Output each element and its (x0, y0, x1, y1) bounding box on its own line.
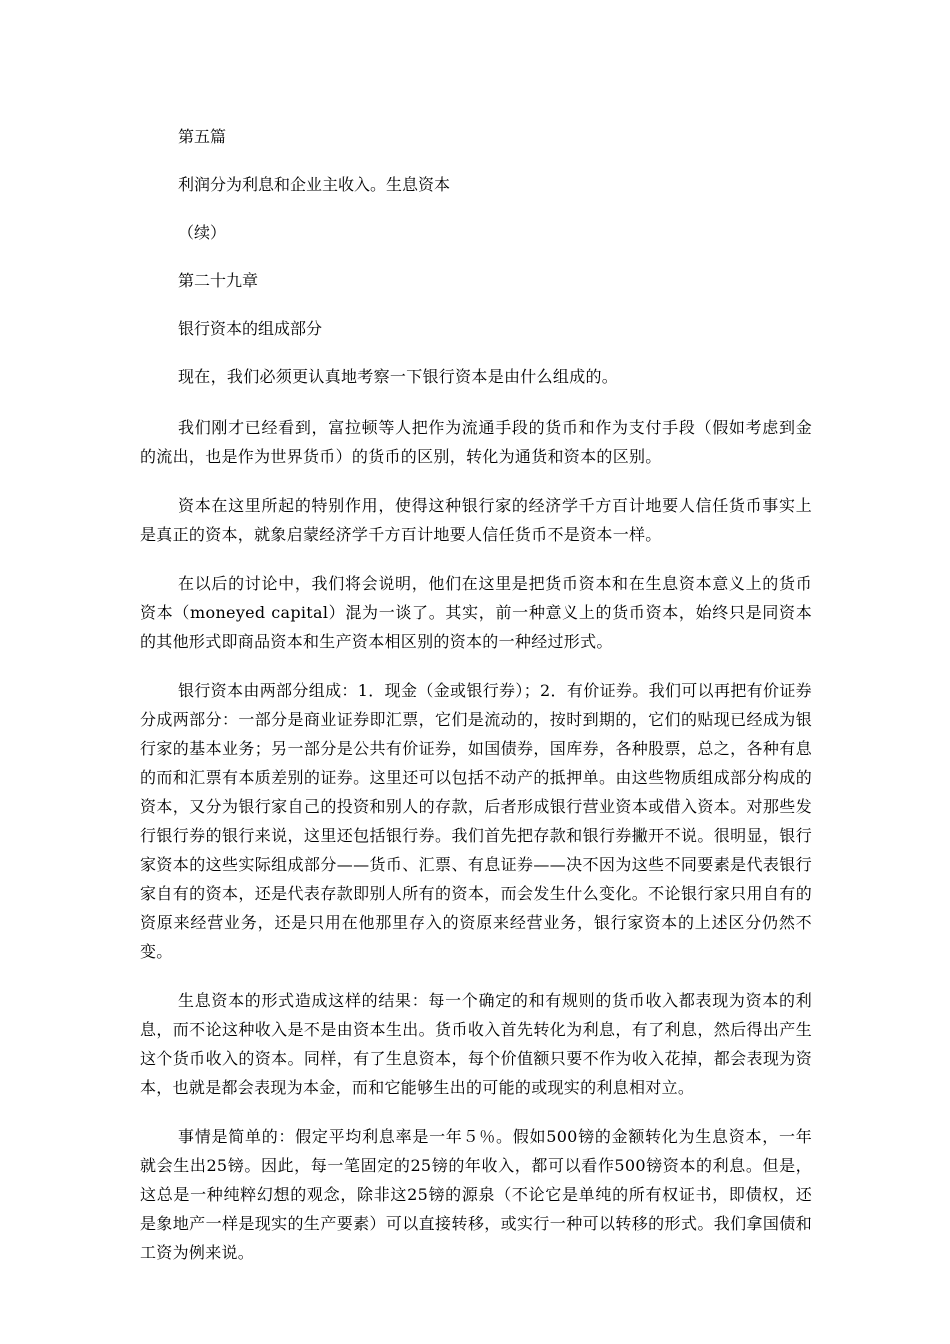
chapter-label: 第二十九章 (178, 271, 259, 290)
paragraph: 生息资本的形式造成这样的结果：每一个确定的和有规则的货币收入都表现为资本的利息，而不论这种收入是不是由资本生出。货币收入首先转化为利息，有了利息，然后得出产生这个货币收入的资本。同样，有了生息资本，每个价值额只要不作为收入花掉，都会表现为资本，也就是都会表现为本金，而和它能够生出的可能的或现实的利息相对立。 (140, 991, 812, 1097)
paragraph: 银行资本由两部分组成：1．现金（金或银行券）；2．有价证券。我们可以再把有价证券分成两部分：一部分是商业证券即汇票，它们是流动的，按时到期的，它们的贴现已经成为银行家的基本业务；另一部分是公共有价证券，如国债券，国库券，各种股票，总之，各种有息的而和汇票有本质差别的证券。这里还可以包括不动产的抵押单。由这些物质组成部分构成的资本，又分为银行家自己的投资和别人的存款，后者形成银行营业资本或借入资本。对那些发行银行券的银行来说，这里还包括银行券。我们首先把存款和银行券撇开不说。很明显，银行家资本的这些实际组成部分——货币、汇票、有息证券——决不因为这些不同要素是代表银行家自有的资本，还是代表存款即别人所有的资本，而会发生什么变化。不论银行家只用自有的资原来经营业务，还是只用在他那里存入的资原来经营业务，银行家资本的上述区分仍然不变。 (140, 681, 812, 961)
continued-note: （续） (178, 223, 227, 242)
paragraph: 现在，我们必须更认真地考察一下银行资本是由什么组成的。 (178, 367, 619, 386)
document-body (140, 122, 812, 1287)
paragraph: 我们刚才已经看到，富拉顿等人把作为流通手段的货币和作为支付手段（假如考虑到金的流出，也是作为世界货币）的货币的区别，转化为通货和资本的区别。 (140, 418, 812, 466)
paragraph: 资本在这里所起的特别作用，使得这种银行家的经济学千方百计地要人信任货币事实上是真正的资本，就象启蒙经济学千方百计地要人信任货币不是资本一样。 (140, 496, 812, 544)
paragraph: 在以后的讨论中，我们将会说明，他们在这里是把货币资本和在生息资本意义上的货币资本（moneyed capital）混为一谈了。其实，前一种意义上的货币资本，始终只是同资本的其他形式即商品资本和生产资本相区别的资本的一种经过形式。 (140, 574, 812, 651)
part-title: 利润分为利息和企业主收入。生息资本 (178, 175, 451, 194)
paragraph: 事情是简单的：假定平均利息率是一年５％。假如500镑的金额转化为生息资本，一年就会生出25镑。因此，每一笔固定的25镑的年收入，都可以看作500镑资本的利息。但是，这总是一种纯粹幻想的观念，除非这25镑的源泉（不论它是单纯的所有权证书，即债权，还是象地产一样是现实的生产要素）可以直接转移，或实行一种可以转移的形式。我们拿国债和工资为例来说。 (140, 1127, 812, 1262)
chapter-title: 银行资本的组成部分 (178, 319, 323, 338)
part-label: 第五篇 (178, 127, 227, 146)
